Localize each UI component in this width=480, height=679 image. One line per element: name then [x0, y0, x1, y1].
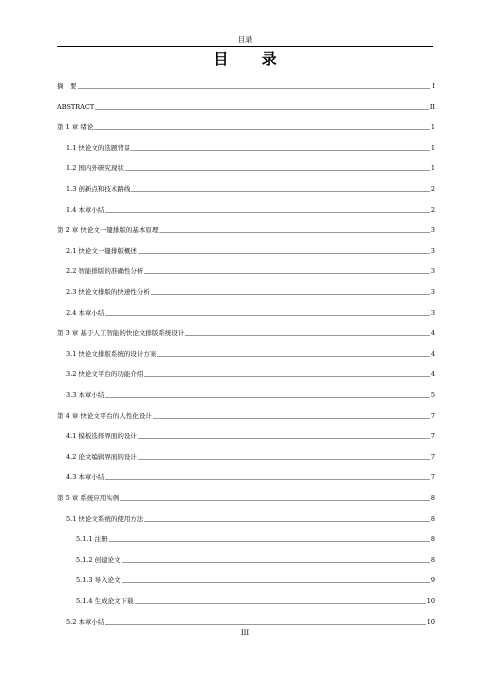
toc-entry[interactable]	[57, 223, 435, 235]
toc-entry-page: I	[432, 82, 435, 90]
toc-dot-leader	[122, 582, 430, 583]
toc-entry-label: ABSTRACT	[57, 102, 95, 111]
toc-entry-page: 10	[426, 597, 435, 605]
toc-entry[interactable]	[66, 347, 435, 359]
toc-entry-page: 7	[430, 473, 435, 482]
toc-entry-page: 5	[430, 391, 435, 399]
toc-dot-leader	[138, 438, 430, 439]
toc-entry[interactable]	[76, 532, 435, 544]
toc-entry[interactable]	[66, 244, 435, 256]
toc-entry-label: 5.1.3 导入论文	[76, 576, 121, 585]
page-title: 目 录	[213, 50, 291, 68]
toc-entry-label: 2.2 智能排版的准确性分析	[66, 267, 144, 276]
toc-entry-label: 5.2 本章小结	[66, 617, 105, 626]
toc-entry-page: 8	[430, 514, 435, 523]
toc-entry-label: 2.3 快论文排版的快速性分析	[66, 288, 150, 296]
toc-entry-label: 3.2 快论文平台的功能介绍	[66, 370, 144, 379]
toc-dot-leader	[144, 521, 429, 522]
toc-entry[interactable]	[76, 553, 435, 565]
toc-entry[interactable]	[66, 203, 435, 215]
toc-entry-label: 2.4 本章小结	[66, 308, 105, 317]
toc-entry[interactable]	[66, 512, 435, 524]
toc-entry[interactable]	[66, 388, 435, 400]
toc-dot-leader	[153, 418, 430, 419]
toc-dot-leader	[105, 397, 429, 398]
toc-dot-leader	[131, 150, 429, 151]
toc-entry-page: 3	[430, 246, 435, 255]
toc-entry[interactable]	[66, 141, 435, 153]
toc-entry-page: 3	[430, 308, 435, 317]
toc-entry-page: 4	[430, 349, 435, 358]
toc-dot-leader	[120, 500, 430, 501]
toc-entry-label: 4.3 本章小结	[66, 473, 105, 482]
toc-dot-leader	[78, 88, 431, 89]
toc-dot-leader	[138, 459, 430, 460]
toc-entry-label: 第 3 章 基于人工智能的快论文排版系统设计	[57, 329, 185, 338]
toc-entry[interactable]	[66, 470, 435, 482]
toc-entry-label: 1.3 创新点和技术路线	[66, 185, 131, 193]
toc-entry-label: 摘 要	[57, 82, 77, 90]
toc-dot-leader	[144, 376, 429, 377]
toc-entry[interactable]	[66, 429, 435, 441]
toc-entry-label: 第 1 章 绪论	[57, 123, 94, 132]
toc-entry-label: 5.1.1 注册	[76, 535, 108, 544]
toc-dot-leader	[105, 212, 429, 213]
toc-dot-leader	[185, 335, 430, 336]
toc-entry-label: 第 4 章 快论文平台的人性化设计	[57, 411, 152, 420]
toc-entry-page: 1	[430, 143, 435, 152]
toc-entry[interactable]	[66, 182, 435, 194]
toc-entry-page: 9	[430, 576, 435, 585]
toc-entry[interactable]	[76, 594, 435, 606]
toc-entry[interactable]	[66, 615, 435, 627]
toc-entry-page: 4	[430, 370, 435, 379]
toc-entry-label: 3.3 本章小结	[66, 391, 105, 399]
toc-dot-leader	[138, 253, 430, 254]
toc-dot-leader	[105, 315, 429, 316]
toc-dot-leader	[105, 479, 429, 480]
toc-entry-page: 1	[430, 164, 435, 173]
toc-entry[interactable]	[66, 285, 435, 297]
toc-dot-leader	[159, 232, 430, 233]
toc-entry[interactable]	[66, 264, 435, 276]
toc-entry-page: 2	[430, 205, 435, 214]
toc-entry-page: 1	[430, 123, 435, 132]
toc-dot-leader	[125, 170, 430, 171]
toc-entry[interactable]	[57, 326, 435, 338]
toc-entry-page: 10	[426, 617, 435, 626]
toc-entry-page: 3	[430, 226, 435, 235]
toc-entry[interactable]	[66, 450, 435, 462]
toc-dot-leader	[95, 109, 429, 110]
toc-entry-page: 7	[430, 411, 435, 420]
toc-entry-page: 2	[430, 185, 435, 193]
toc-dot-leader	[131, 191, 429, 192]
toc-entry[interactable]	[57, 79, 435, 91]
toc-entry-label: 4.1 模板选择界面的设计	[66, 432, 137, 441]
toc-entry-label: 5.1.4 生成论文下载	[76, 597, 134, 605]
toc-entry[interactable]	[57, 409, 435, 421]
toc-dot-leader	[94, 129, 430, 130]
page-number: III	[240, 629, 250, 637]
toc-entry-page: 4	[430, 329, 435, 338]
toc-entry-page: 8	[430, 494, 435, 502]
toc-entry-page: 3	[430, 267, 435, 276]
toc-entry-label: 第 5 章 系统应用实例	[57, 494, 120, 502]
toc-entry[interactable]	[66, 161, 435, 173]
toc-entry-label: 1.2 国内外研究现状	[66, 164, 124, 173]
toc-dot-leader	[135, 603, 426, 604]
running-header: 目录	[237, 35, 253, 44]
toc-entry-page: 3	[430, 288, 435, 296]
toc-entry-label: 1.4 本章小结	[66, 205, 105, 214]
toc-dot-leader	[109, 541, 430, 542]
toc-dot-leader	[151, 294, 430, 295]
toc-entry[interactable]	[57, 120, 435, 132]
toc-entry-page: 8	[430, 555, 435, 564]
toc-entry-page: 8	[430, 535, 435, 544]
toc-dot-leader	[105, 624, 425, 625]
toc-entry-label: 3.1 快论文排版系统的设计方案	[66, 349, 157, 358]
toc-entry[interactable]	[66, 367, 435, 379]
toc-entry[interactable]	[66, 306, 435, 318]
toc-entry-page: 7	[430, 452, 435, 461]
toc-entry[interactable]	[57, 100, 435, 112]
toc-entry-page: II	[429, 102, 435, 111]
toc-entry-label: 第 2 章 快论文一键排版的基本原理	[57, 226, 159, 235]
toc-entry[interactable]	[76, 573, 435, 585]
toc-dot-leader	[157, 356, 429, 357]
toc-entry-page: 7	[430, 432, 435, 441]
toc-entry-label: 1.1 快论文的选题背景	[66, 143, 131, 152]
toc-entry[interactable]	[57, 491, 435, 503]
toc-entry-label: 4.2 论文编辑界面的设计	[66, 452, 137, 461]
toc-dot-leader	[144, 273, 429, 274]
toc-entry-label: 5.1.2 创建论文	[76, 555, 121, 564]
toc-dot-leader	[122, 562, 430, 563]
toc-entry-label: 5.1 快论文系统的使用方法	[66, 514, 144, 523]
toc-entry-label: 2.1 快论文一键排版概述	[66, 246, 137, 255]
